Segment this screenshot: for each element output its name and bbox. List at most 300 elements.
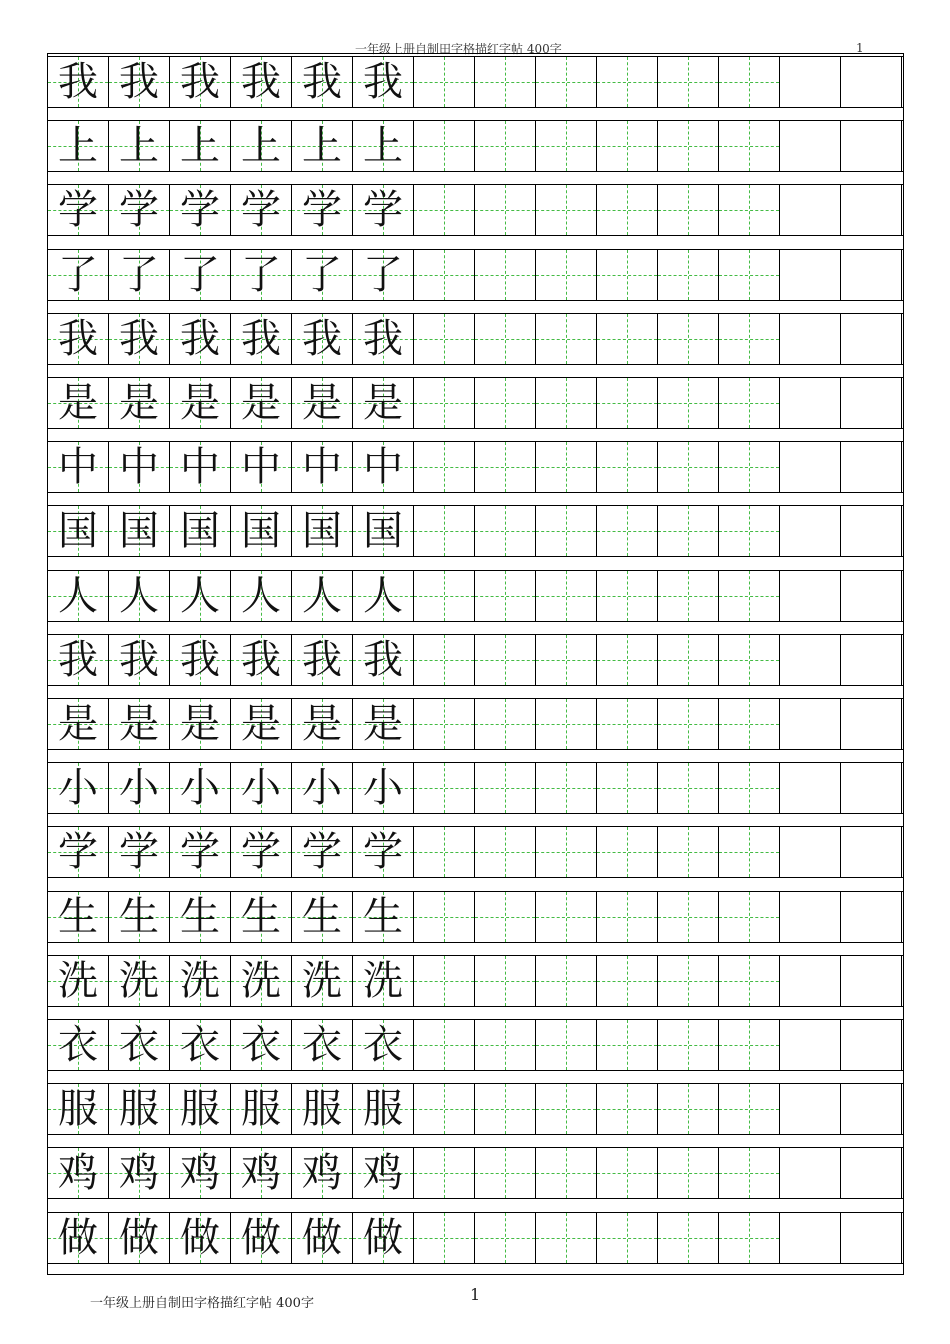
tianzige-cell[interactable] <box>170 635 231 685</box>
tianzige-cell[interactable] <box>292 956 353 1006</box>
guide-vertical <box>688 185 689 235</box>
trace-character: 是 <box>58 701 98 747</box>
tianzige-cell[interactable] <box>292 571 353 621</box>
tianzige-cell[interactable] <box>231 699 292 749</box>
tianzige-cell[interactable] <box>170 699 231 749</box>
tianzige-cell[interactable] <box>658 1084 719 1134</box>
blank-cell[interactable] <box>841 1148 902 1198</box>
tianzige-cell[interactable] <box>597 442 658 492</box>
tianzige-cell[interactable] <box>109 1148 170 1198</box>
guide-vertical <box>566 250 567 300</box>
tianzige-cell[interactable] <box>353 1213 414 1263</box>
guide-vertical <box>505 442 506 492</box>
tianzige-cell[interactable] <box>719 506 780 556</box>
tianzige-cell[interactable] <box>475 185 536 235</box>
blank-cell[interactable] <box>780 121 841 171</box>
tianzige-cell[interactable] <box>292 378 353 428</box>
tianzige-cell[interactable] <box>536 314 597 364</box>
tianzige-cell[interactable] <box>536 1148 597 1198</box>
tianzige-cell[interactable] <box>48 892 109 942</box>
tianzige-cell[interactable] <box>292 57 353 107</box>
tianzige-cell[interactable] <box>353 1020 414 1070</box>
tianzige-cell[interactable] <box>170 1148 231 1198</box>
guide-vertical <box>688 378 689 428</box>
trace-character: 学 <box>119 829 159 876</box>
tianzige-cell[interactable] <box>109 827 170 877</box>
tianzige-cell[interactable] <box>231 892 292 942</box>
tianzige-cell[interactable] <box>414 1213 475 1263</box>
tianzige-cell[interactable] <box>48 763 109 813</box>
tianzige-cell[interactable] <box>414 250 475 300</box>
blank-cell[interactable] <box>841 442 902 492</box>
blank-cell[interactable] <box>841 571 902 621</box>
tianzige-cell[interactable] <box>414 1020 475 1070</box>
tianzige-cell[interactable] <box>597 827 658 877</box>
trace-character: 人 <box>363 572 403 619</box>
tianzige-cell[interactable] <box>48 827 109 877</box>
trace-character: 学 <box>180 829 220 876</box>
tianzige-cell[interactable] <box>353 892 414 942</box>
tianzige-cell[interactable] <box>109 1020 170 1070</box>
tianzige-cell[interactable] <box>719 1084 780 1134</box>
tianzige-cell[interactable] <box>231 956 292 1006</box>
tianzige-cell[interactable] <box>109 185 170 235</box>
guide-vertical <box>688 1213 689 1263</box>
tianzige-cell[interactable] <box>597 1148 658 1198</box>
tianzige-cell[interactable] <box>597 956 658 1006</box>
tianzige-cell[interactable] <box>475 378 536 428</box>
guide-vertical <box>505 121 506 171</box>
tianzige-cell[interactable] <box>597 185 658 235</box>
tianzige-cell[interactable] <box>48 185 109 235</box>
tianzige-cell[interactable] <box>48 57 109 107</box>
tianzige-cell[interactable] <box>48 378 109 428</box>
tianzige-cell[interactable] <box>475 1020 536 1070</box>
guide-vertical <box>749 571 750 621</box>
tianzige-cell[interactable] <box>475 57 536 107</box>
blank-cell[interactable] <box>841 956 902 1006</box>
tianzige-cell[interactable] <box>658 1020 719 1070</box>
blank-cell[interactable] <box>841 635 902 685</box>
tianzige-cell[interactable] <box>353 57 414 107</box>
tianzige-cell[interactable] <box>475 699 536 749</box>
tianzige-cell[interactable] <box>597 699 658 749</box>
tianzige-cell[interactable] <box>658 57 719 107</box>
tianzige-cell[interactable] <box>719 250 780 300</box>
tianzige-cell[interactable] <box>658 763 719 813</box>
tianzige-cell[interactable] <box>170 571 231 621</box>
tianzige-cell[interactable] <box>353 699 414 749</box>
tianzige-cell[interactable] <box>170 956 231 1006</box>
tianzige-cell[interactable] <box>170 121 231 171</box>
trace-character: 做 <box>241 1214 281 1261</box>
blank-cell[interactable] <box>841 699 902 749</box>
tianzige-cell[interactable] <box>48 699 109 749</box>
blank-cell[interactable] <box>780 1084 841 1134</box>
tianzige-cell[interactable] <box>292 827 353 877</box>
tianzige-cell[interactable] <box>719 956 780 1006</box>
tianzige-cell[interactable] <box>536 378 597 428</box>
tianzige-cell[interactable] <box>719 763 780 813</box>
tianzige-cell[interactable] <box>231 314 292 364</box>
blank-cell[interactable] <box>780 314 841 364</box>
tianzige-grid <box>47 53 904 1275</box>
trace-character: 洗 <box>241 957 281 1004</box>
tianzige-cell[interactable] <box>231 1084 292 1134</box>
blank-cell[interactable] <box>780 250 841 300</box>
tianzige-cell[interactable] <box>231 250 292 300</box>
tianzige-cell[interactable] <box>109 763 170 813</box>
footer-page-number: 1 <box>470 1285 481 1304</box>
tianzige-cell[interactable] <box>414 1084 475 1134</box>
tianzige-cell[interactable] <box>231 442 292 492</box>
tianzige-cell[interactable] <box>475 121 536 171</box>
practice-row <box>48 505 903 557</box>
blank-cell[interactable] <box>841 1213 902 1263</box>
tianzige-cell[interactable] <box>719 571 780 621</box>
tianzige-cell[interactable] <box>719 827 780 877</box>
tianzige-cell[interactable] <box>353 378 414 428</box>
tianzige-cell[interactable] <box>170 1084 231 1134</box>
tianzige-cell[interactable] <box>475 1148 536 1198</box>
tianzige-cell[interactable] <box>292 892 353 942</box>
tianzige-cell[interactable] <box>719 699 780 749</box>
tianzige-cell[interactable] <box>536 1020 597 1070</box>
tianzige-cell[interactable] <box>109 57 170 107</box>
tianzige-cell[interactable] <box>353 185 414 235</box>
tianzige-cell[interactable] <box>414 827 475 877</box>
tianzige-cell[interactable] <box>170 506 231 556</box>
blank-cell[interactable] <box>841 763 902 813</box>
tianzige-cell[interactable] <box>658 699 719 749</box>
tianzige-cell[interactable] <box>48 956 109 1006</box>
tianzige-cell[interactable] <box>658 250 719 300</box>
tianzige-cell[interactable] <box>353 250 414 300</box>
tianzige-cell[interactable] <box>475 892 536 942</box>
tianzige-cell[interactable] <box>231 121 292 171</box>
tianzige-cell[interactable] <box>536 699 597 749</box>
tianzige-cell[interactable] <box>292 763 353 813</box>
tianzige-cell[interactable] <box>109 956 170 1006</box>
tianzige-cell[interactable] <box>414 506 475 556</box>
tianzige-cell[interactable] <box>536 442 597 492</box>
tianzige-cell[interactable] <box>536 763 597 813</box>
tianzige-cell[interactable] <box>719 1148 780 1198</box>
tianzige-cell[interactable] <box>353 571 414 621</box>
trace-character: 人 <box>119 572 159 619</box>
tianzige-cell[interactable] <box>536 956 597 1006</box>
tianzige-cell[interactable] <box>597 314 658 364</box>
tianzige-cell[interactable] <box>231 57 292 107</box>
tianzige-cell[interactable] <box>353 121 414 171</box>
tianzige-cell[interactable] <box>231 506 292 556</box>
tianzige-cell[interactable] <box>597 378 658 428</box>
tianzige-cell[interactable] <box>48 1084 109 1134</box>
tianzige-cell[interactable] <box>109 892 170 942</box>
tianzige-cell[interactable] <box>475 1084 536 1134</box>
tianzige-cell[interactable] <box>109 442 170 492</box>
blank-cell[interactable] <box>841 250 902 300</box>
tianzige-cell[interactable] <box>231 378 292 428</box>
tianzige-cell[interactable] <box>109 699 170 749</box>
tianzige-cell[interactable] <box>475 956 536 1006</box>
tianzige-cell[interactable] <box>109 571 170 621</box>
guide-vertical <box>688 442 689 492</box>
blank-cell[interactable] <box>841 892 902 942</box>
tianzige-cell[interactable] <box>719 314 780 364</box>
tianzige-cell[interactable] <box>597 506 658 556</box>
tianzige-cell[interactable] <box>414 121 475 171</box>
tianzige-cell[interactable] <box>292 121 353 171</box>
tianzige-cell[interactable] <box>292 1213 353 1263</box>
tianzige-cell[interactable] <box>597 763 658 813</box>
blank-cell[interactable] <box>841 827 902 877</box>
tianzige-cell[interactable] <box>475 314 536 364</box>
tianzige-cell[interactable] <box>353 1084 414 1134</box>
blank-cell[interactable] <box>780 763 841 813</box>
tianzige-cell[interactable] <box>414 185 475 235</box>
tianzige-cell[interactable] <box>109 1213 170 1263</box>
tianzige-cell[interactable] <box>536 506 597 556</box>
tianzige-cell[interactable] <box>292 185 353 235</box>
tianzige-cell[interactable] <box>658 956 719 1006</box>
tianzige-cell[interactable] <box>597 635 658 685</box>
tianzige-cell[interactable] <box>597 892 658 942</box>
blank-cell[interactable] <box>841 1020 902 1070</box>
tianzige-cell[interactable] <box>536 892 597 942</box>
tianzige-cell[interactable] <box>170 892 231 942</box>
tianzige-cell[interactable] <box>292 1084 353 1134</box>
tianzige-cell[interactable] <box>353 827 414 877</box>
tianzige-cell[interactable] <box>658 185 719 235</box>
guide-vertical <box>688 250 689 300</box>
tianzige-cell[interactable] <box>414 571 475 621</box>
tianzige-cell[interactable] <box>719 635 780 685</box>
tianzige-cell[interactable] <box>48 1020 109 1070</box>
tianzige-cell[interactable] <box>536 57 597 107</box>
tianzige-cell[interactable] <box>597 121 658 171</box>
tianzige-cell[interactable] <box>292 635 353 685</box>
blank-cell[interactable] <box>780 1020 841 1070</box>
tianzige-cell[interactable] <box>353 1148 414 1198</box>
tianzige-cell[interactable] <box>231 827 292 877</box>
tianzige-cell[interactable] <box>353 506 414 556</box>
blank-cell[interactable] <box>780 827 841 877</box>
tianzige-cell[interactable] <box>353 956 414 1006</box>
tianzige-cell[interactable] <box>719 185 780 235</box>
tianzige-cell[interactable] <box>414 635 475 685</box>
tianzige-cell[interactable] <box>170 314 231 364</box>
guide-vertical <box>749 635 750 685</box>
blank-cell[interactable] <box>841 314 902 364</box>
blank-cell[interactable] <box>780 57 841 107</box>
trace-character: 小 <box>302 765 342 812</box>
tianzige-cell[interactable] <box>48 250 109 300</box>
tianzige-cell[interactable] <box>353 442 414 492</box>
tianzige-cell[interactable] <box>353 635 414 685</box>
tianzige-cell[interactable] <box>597 1084 658 1134</box>
tianzige-cell[interactable] <box>231 571 292 621</box>
tianzige-cell[interactable] <box>170 378 231 428</box>
tianzige-cell[interactable] <box>475 1213 536 1263</box>
tianzige-cell[interactable] <box>292 442 353 492</box>
tianzige-cell[interactable] <box>414 314 475 364</box>
tianzige-cell[interactable] <box>658 635 719 685</box>
tianzige-cell[interactable] <box>475 250 536 300</box>
tianzige-cell[interactable] <box>414 956 475 1006</box>
tianzige-cell[interactable] <box>658 442 719 492</box>
tianzige-cell[interactable] <box>719 121 780 171</box>
tianzige-cell[interactable] <box>536 827 597 877</box>
blank-cell[interactable] <box>841 57 902 107</box>
tianzige-cell[interactable] <box>109 314 170 364</box>
tianzige-cell[interactable] <box>597 1213 658 1263</box>
tianzige-cell[interactable] <box>475 763 536 813</box>
tianzige-cell[interactable] <box>536 250 597 300</box>
tianzige-cell[interactable] <box>170 1020 231 1070</box>
guide-vertical <box>505 1084 506 1134</box>
trace-character: 做 <box>58 1214 98 1261</box>
tianzige-cell[interactable] <box>658 378 719 428</box>
tianzige-cell[interactable] <box>109 635 170 685</box>
tianzige-cell[interactable] <box>48 121 109 171</box>
tianzige-cell[interactable] <box>658 506 719 556</box>
tianzige-cell[interactable] <box>414 442 475 492</box>
tianzige-cell[interactable] <box>414 892 475 942</box>
tianzige-cell[interactable] <box>231 1148 292 1198</box>
tianzige-cell[interactable] <box>658 314 719 364</box>
tianzige-cell[interactable] <box>292 506 353 556</box>
tianzige-cell[interactable] <box>536 121 597 171</box>
tianzige-cell[interactable] <box>109 1084 170 1134</box>
tianzige-cell[interactable] <box>536 1213 597 1263</box>
tianzige-cell[interactable] <box>536 635 597 685</box>
guide-vertical <box>566 185 567 235</box>
tianzige-cell[interactable] <box>414 1148 475 1198</box>
blank-cell[interactable] <box>780 442 841 492</box>
tianzige-cell[interactable] <box>48 314 109 364</box>
tianzige-cell[interactable] <box>48 506 109 556</box>
tianzige-cell[interactable] <box>109 250 170 300</box>
tianzige-cell[interactable] <box>414 378 475 428</box>
tianzige-cell[interactable] <box>536 185 597 235</box>
tianzige-cell[interactable] <box>475 506 536 556</box>
tianzige-cell[interactable] <box>658 121 719 171</box>
tianzige-cell[interactable] <box>475 442 536 492</box>
blank-cell[interactable] <box>780 956 841 1006</box>
tianzige-cell[interactable] <box>292 250 353 300</box>
guide-vertical <box>444 763 445 813</box>
tianzige-cell[interactable] <box>597 250 658 300</box>
trace-character: 洗 <box>58 957 98 1004</box>
blank-cell[interactable] <box>841 121 902 171</box>
blank-cell[interactable] <box>780 506 841 556</box>
guide-vertical <box>444 506 445 556</box>
tianzige-cell[interactable] <box>658 571 719 621</box>
tianzige-cell[interactable] <box>48 635 109 685</box>
tianzige-cell[interactable] <box>475 827 536 877</box>
blank-cell[interactable] <box>780 185 841 235</box>
tianzige-cell[interactable] <box>170 185 231 235</box>
tianzige-cell[interactable] <box>170 763 231 813</box>
trace-character: 人 <box>58 572 98 619</box>
tianzige-cell[interactable] <box>353 763 414 813</box>
trace-character: 学 <box>241 187 281 234</box>
tianzige-cell[interactable] <box>658 827 719 877</box>
trace-character: 衣 <box>363 1022 403 1068</box>
blank-cell[interactable] <box>780 699 841 749</box>
tianzige-cell[interactable] <box>109 121 170 171</box>
tianzige-cell[interactable] <box>414 699 475 749</box>
tianzige-cell[interactable] <box>231 185 292 235</box>
tianzige-cell[interactable] <box>48 1213 109 1263</box>
tianzige-cell[interactable] <box>719 1213 780 1263</box>
tianzige-cell[interactable] <box>170 250 231 300</box>
tianzige-cell[interactable] <box>353 314 414 364</box>
trace-character: 洗 <box>363 957 403 1004</box>
blank-cell[interactable] <box>841 1084 902 1134</box>
tianzige-cell[interactable] <box>414 763 475 813</box>
tianzige-cell[interactable] <box>597 1020 658 1070</box>
blank-cell[interactable] <box>780 571 841 621</box>
tianzige-cell[interactable] <box>109 378 170 428</box>
tianzige-cell[interactable] <box>170 442 231 492</box>
blank-cell[interactable] <box>780 1213 841 1263</box>
tianzige-cell[interactable] <box>536 571 597 621</box>
tianzige-cell[interactable] <box>658 1213 719 1263</box>
tianzige-cell[interactable] <box>658 892 719 942</box>
tianzige-cell[interactable] <box>231 1020 292 1070</box>
tianzige-cell[interactable] <box>48 1148 109 1198</box>
tianzige-cell[interactable] <box>48 571 109 621</box>
tianzige-cell[interactable] <box>414 57 475 107</box>
tianzige-cell[interactable] <box>48 442 109 492</box>
tianzige-cell[interactable] <box>292 699 353 749</box>
tianzige-cell[interactable] <box>231 763 292 813</box>
tianzige-cell[interactable] <box>597 57 658 107</box>
blank-cell[interactable] <box>780 892 841 942</box>
tianzige-cell[interactable] <box>292 1020 353 1070</box>
tianzige-cell[interactable] <box>170 57 231 107</box>
blank-cell[interactable] <box>841 506 902 556</box>
tianzige-cell[interactable] <box>536 1084 597 1134</box>
tianzige-cell[interactable] <box>231 1213 292 1263</box>
blank-cell[interactable] <box>841 185 902 235</box>
tianzige-cell[interactable] <box>597 571 658 621</box>
tianzige-cell[interactable] <box>719 1020 780 1070</box>
tianzige-cell[interactable] <box>719 378 780 428</box>
blank-cell[interactable] <box>780 635 841 685</box>
tianzige-cell[interactable] <box>658 1148 719 1198</box>
blank-cell[interactable] <box>780 1148 841 1198</box>
tianzige-cell[interactable] <box>170 1213 231 1263</box>
tianzige-cell[interactable] <box>719 57 780 107</box>
guide-vertical <box>505 506 506 556</box>
guide-vertical <box>627 1213 628 1263</box>
tianzige-cell[interactable] <box>231 635 292 685</box>
tianzige-cell[interactable] <box>475 571 536 621</box>
tianzige-cell[interactable] <box>475 635 536 685</box>
blank-cell[interactable] <box>780 378 841 428</box>
practice-row <box>48 891 903 943</box>
tianzige-cell[interactable] <box>170 827 231 877</box>
blank-cell[interactable] <box>841 378 902 428</box>
tianzige-cell[interactable] <box>719 892 780 942</box>
tianzige-cell[interactable] <box>109 506 170 556</box>
tianzige-cell[interactable] <box>292 1148 353 1198</box>
tianzige-cell[interactable] <box>292 314 353 364</box>
tianzige-cell[interactable] <box>719 442 780 492</box>
